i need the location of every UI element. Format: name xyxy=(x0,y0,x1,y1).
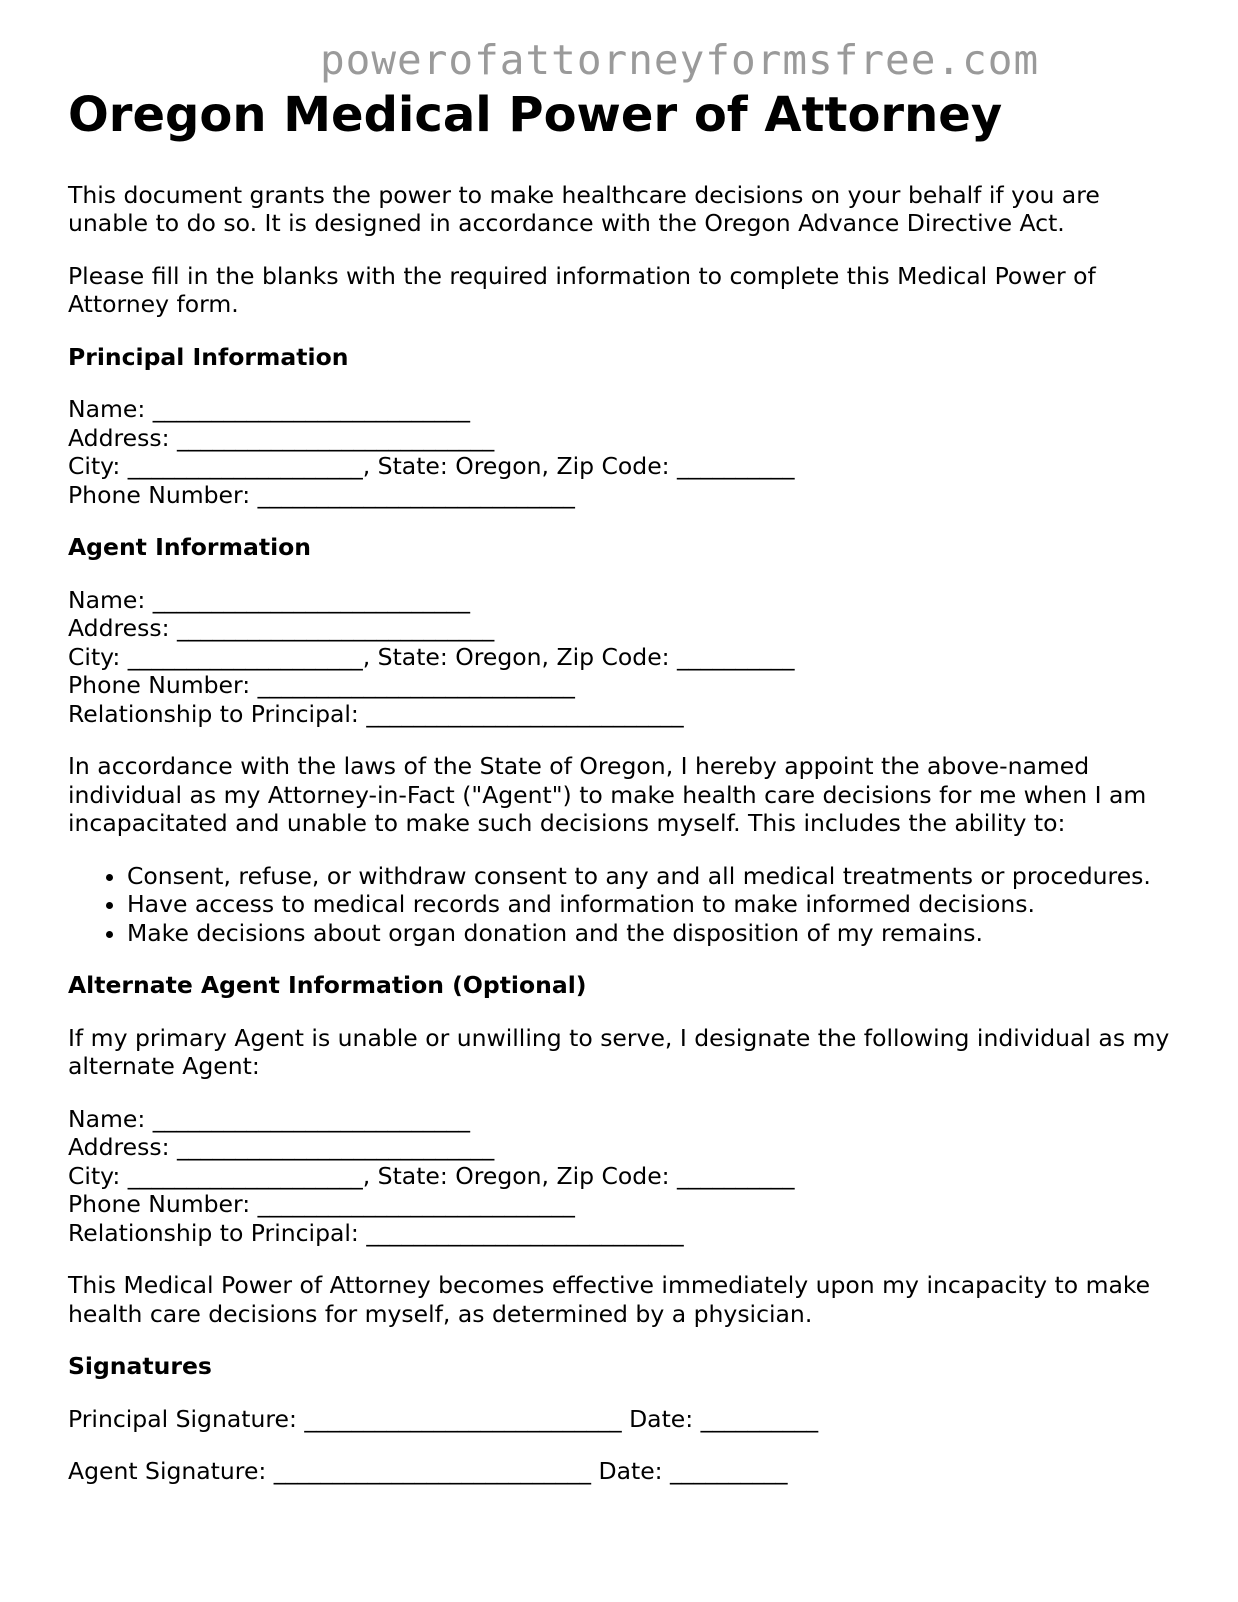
principal-fields xyxy=(68,395,1178,509)
alternate-relationship-field: Relationship to Principal: ___________________________ xyxy=(68,1218,684,1247)
principal-address-field: Address: ___________________________ xyxy=(68,423,495,452)
principal-heading: Principal Information xyxy=(68,342,349,371)
agent-fields xyxy=(68,586,1178,729)
powers-list xyxy=(68,862,1178,948)
list-item: • Make decisions about organ donation and the disposition of my remains. xyxy=(127,919,1178,948)
alternate-intro: If my primary Agent is unable or unwilling to serve, I designate the following individual as my alternate Agent: xyxy=(68,1023,1170,1081)
intro-paragraph-2: Please fill in the blanks with the required information to complete this Medical Power of Attorney form. xyxy=(68,261,1096,319)
signatures-heading: Signatures xyxy=(68,1352,212,1381)
alternate-heading: Alternate Agent Information (Optional) xyxy=(68,971,587,1000)
list-item: • Consent, refuse, or withdraw consent to any and all medical treatments or procedures. xyxy=(127,862,1178,891)
document-title: Oregon Medical Power of Attorney xyxy=(68,87,1003,143)
agent-name-field: Name: ___________________________ xyxy=(68,585,470,614)
alternate-fields xyxy=(68,1105,1178,1248)
agent-heading: Agent Information xyxy=(68,533,312,562)
principal-city-field: City: ____________________, State: Oregon, Zip Code: __________ xyxy=(68,452,795,481)
principal-phone-field: Phone Number: ___________________________ xyxy=(68,480,575,509)
effective-paragraph: This Medical Power of Attorney becomes effective immediately upon my incapacity to make health care decisions for myself, as determined by a physician. xyxy=(68,1271,1151,1328)
alternate-phone-field: Phone Number: ___________________________ xyxy=(68,1190,575,1219)
principal-signature-line: Principal Signature: ___________________________ Date: __________ xyxy=(68,1404,819,1433)
intro-paragraph-1: This document grants the power to make healthcare decisions on your behalf if you are unable to do so. It is designed in accordance with the Oregon Advance Directive Act. xyxy=(68,180,1100,238)
agent-phone-field: Phone Number: ___________________________ xyxy=(68,671,575,700)
principal-name-field: Name: ___________________________ xyxy=(68,395,470,424)
agent-relationship-field: Relationship to Principal: ___________________________ xyxy=(68,699,684,728)
document-page xyxy=(68,86,1178,1510)
agent-city-field: City: ____________________, State: Oregon, Zip Code: __________ xyxy=(68,642,795,671)
alternate-address-field: Address: ___________________________ xyxy=(68,1133,495,1162)
watermark: powerofattorneyformsfree.com xyxy=(320,36,1040,84)
appointment-paragraph: In accordance with the laws of the State of Oregon, I hereby appoint the above-named individual as my Attorney-in-Fact ("Agent") to make health care decisions for me when I am incapacitated and unable to make such decisions myself. This includes the ability to: xyxy=(68,752,1147,838)
alternate-city-field: City: ____________________, State: Oregon, Zip Code: __________ xyxy=(68,1161,795,1190)
agent-signature-line: Agent Signature: ___________________________ Date: __________ xyxy=(68,1457,788,1486)
alternate-name-field: Name: ___________________________ xyxy=(68,1104,470,1133)
agent-address-field: Address: ___________________________ xyxy=(68,614,495,643)
list-item: • Have access to medical records and information to make informed decisions. xyxy=(127,890,1178,919)
